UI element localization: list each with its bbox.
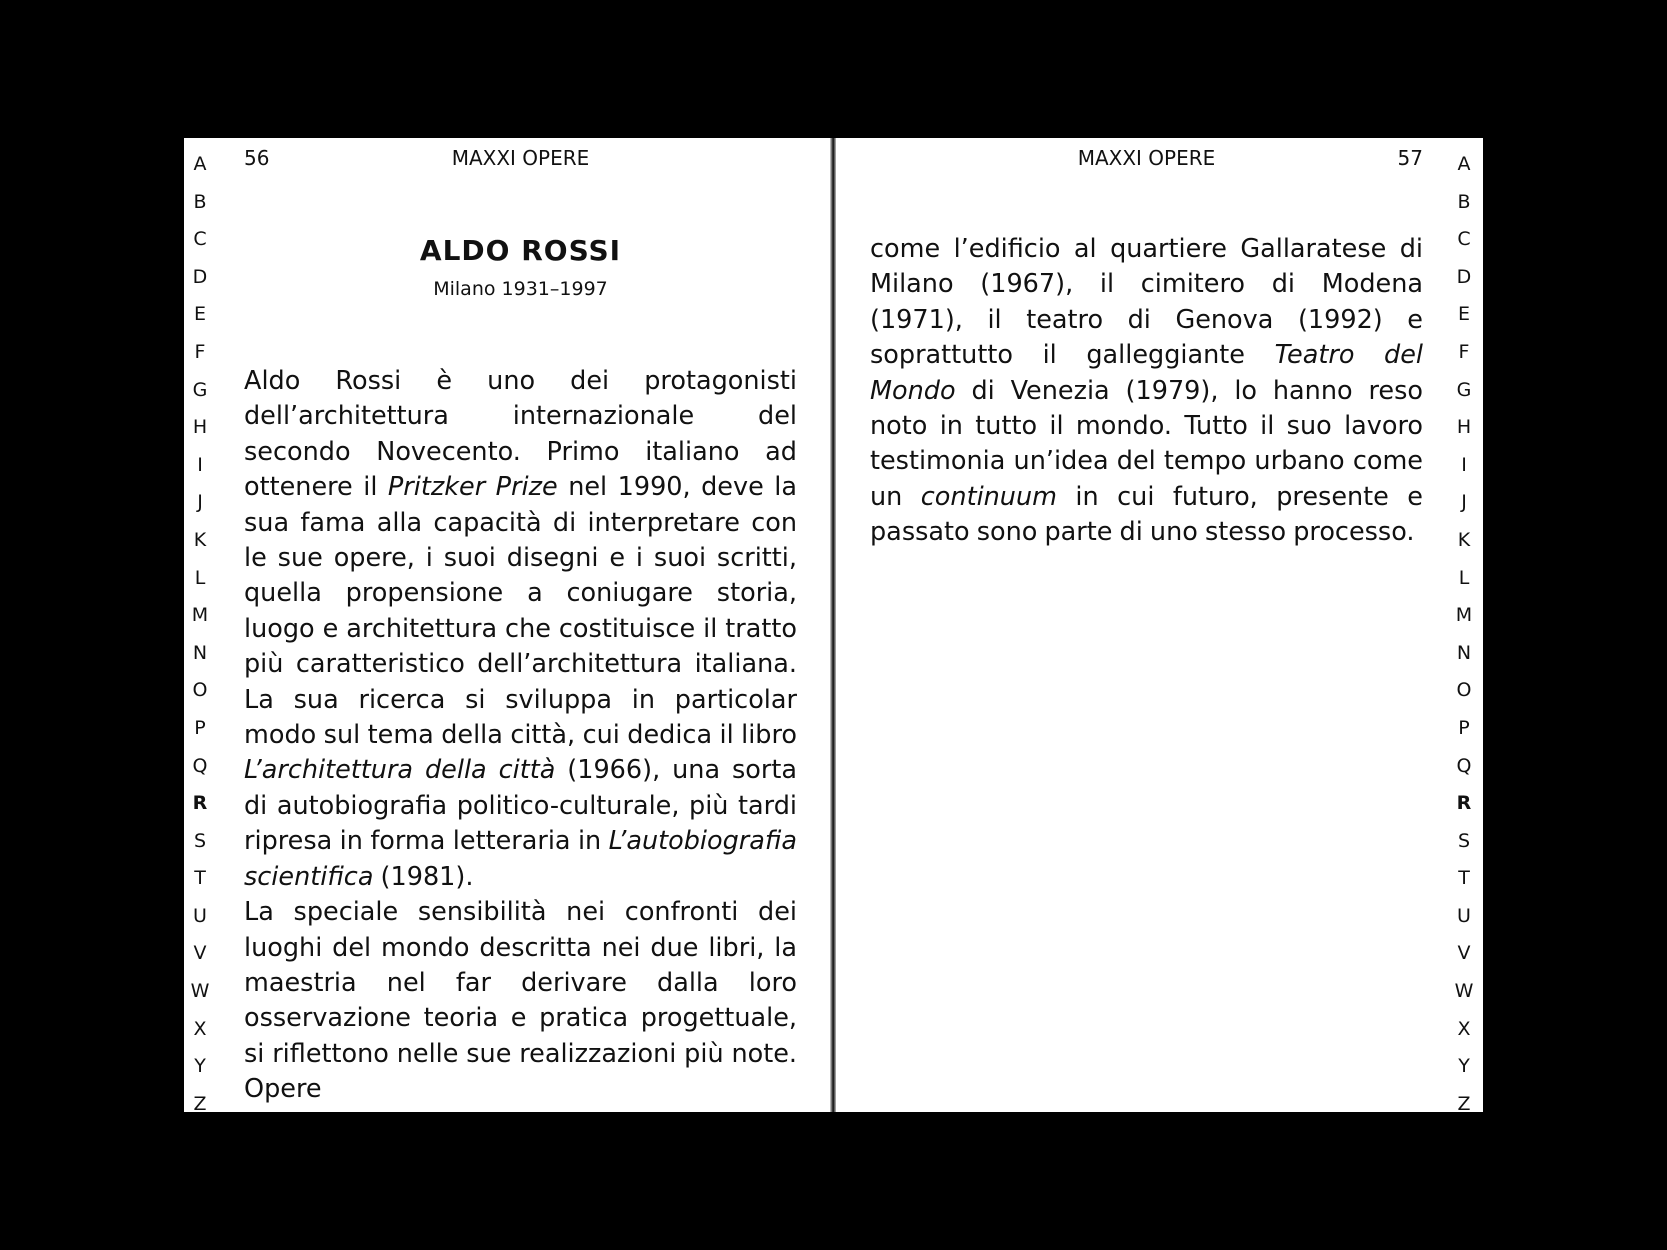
body-paragraph (244, 364, 797, 895)
alphabet-letter-m: M (191, 604, 209, 627)
alphabet-index (1449, 146, 1479, 1112)
alphabet-letter-z: Z (1457, 1092, 1471, 1112)
right-page (836, 138, 1483, 1112)
alphabet-letter-b: B (193, 190, 207, 213)
alphabet-letter-r: R (1456, 792, 1472, 815)
alphabet-letter-d: D (1456, 265, 1472, 288)
alphabet-letter-y: Y (194, 1055, 206, 1078)
alphabet-letter-u: U (1457, 904, 1471, 927)
italic-title: Pritzker Prize (387, 472, 558, 503)
alphabet-letter-p: P (194, 716, 206, 739)
alphabet-letter-h: H (1456, 416, 1472, 439)
alphabet-letter-n: N (192, 641, 208, 664)
page-number: 57 (1397, 146, 1423, 170)
body-text (870, 232, 1423, 551)
alphabet-letter-t: T (194, 867, 206, 890)
alphabet-letter-l: L (1458, 566, 1470, 589)
body-paragraph (870, 232, 1423, 551)
running-head: MAXXI OPERE (1077, 146, 1216, 170)
body-paragraph (244, 895, 797, 1107)
page-number: 56 (244, 146, 270, 170)
alphabet-letter-b: B (1457, 190, 1471, 213)
alphabet-letter-j: J (197, 491, 203, 514)
alphabet-letter-y: Y (1458, 1055, 1470, 1078)
alphabet-letter-f: F (194, 340, 206, 363)
alphabet-letter-d: D (192, 265, 208, 288)
italic-title: L’architettura della città (244, 755, 556, 786)
alphabet-letter-s: S (193, 829, 207, 852)
italic-title: continuum (920, 481, 1057, 512)
text-run: (1966), una sorta di autobiografia politico-culturale, più tardi ripresa in forma letteraria in (244, 755, 797, 857)
alphabet-letter-w: W (1454, 980, 1474, 1003)
alphabet-letter-g: G (192, 378, 208, 401)
text-run: Aldo Rossi è uno dei protagonisti dell’architettura internazionale del secondo Novecento. Primo italiano ad ottenere il (244, 366, 797, 503)
alphabet-letter-n: N (1456, 641, 1472, 664)
text-run: nel 1990, deve la sua fama alla capacità di interpretare con le sue opere, i suoi disegni e i suoi scritti, quella propensione a coniugare storia, luogo e architettura che costituisce il tratto più caratteristico dell’architettura italiana. La sua ricerca si sviluppa in particolar modo sul tema della città, cui dedica il libro (244, 472, 797, 751)
alphabet-letter-e: E (193, 303, 206, 326)
alphabet-letter-i: I (197, 453, 203, 476)
alphabet-letter-r: R (192, 792, 208, 815)
alphabet-letter-o: O (192, 679, 208, 702)
alphabet-letter-k: K (193, 528, 207, 551)
alphabet-letter-x: X (1457, 1017, 1471, 1040)
running-head: MAXXI OPERE (451, 146, 590, 170)
alphabet-letter-z: Z (193, 1092, 207, 1112)
entry-title: ALDO ROSSI (419, 234, 622, 267)
alphabet-letter-u: U (193, 904, 207, 927)
text-run: di Venezia (1979), lo hanno reso noto in tutto il mondo. Tutto il suo lavoro testimonia un’idea del tempo urbano come un (870, 375, 1423, 512)
alphabet-index (185, 146, 215, 1112)
alphabet-letter-g: G (1456, 378, 1472, 401)
italic-title: L’autobiografia scientifica (244, 826, 797, 892)
alphabet-letter-q: Q (192, 754, 208, 777)
alphabet-letter-s: S (1457, 829, 1471, 852)
alphabet-letter-e: E (1457, 303, 1470, 326)
left-page (184, 138, 830, 1112)
alphabet-letter-j: J (1461, 491, 1467, 514)
alphabet-letter-a: A (193, 153, 207, 175)
alphabet-letter-c: C (193, 228, 207, 251)
alphabet-letter-h: H (192, 416, 208, 439)
text-run: La speciale sensibilità nei confronti dei luoghi del mondo descritta nei due libri, la maestria nel far derivare dalla loro osservazione teoria e pratica progettuale, si riflettono nelle sue realizzazioni più note. Opere (244, 897, 797, 1105)
alphabet-letter-q: Q (1456, 754, 1472, 777)
alphabet-letter-x: X (193, 1017, 207, 1040)
alphabet-letter-k: K (1457, 528, 1471, 551)
text-run: in cui futuro, presente e passato sono parte di uno stesso processo. (870, 481, 1423, 548)
alphabet-letter-p: P (1458, 716, 1470, 739)
alphabet-letter-m: M (1455, 604, 1473, 627)
alphabet-letter-t: T (1458, 867, 1470, 890)
alphabet-letter-o: O (1456, 679, 1472, 702)
alphabet-letter-f: F (1458, 340, 1470, 363)
alphabet-letter-w: W (190, 980, 210, 1003)
alphabet-letter-l: L (194, 566, 206, 589)
entry-subtitle: Milano 1931–1997 (433, 278, 608, 300)
alphabet-letter-v: V (1457, 942, 1471, 965)
alphabet-letter-c: C (1457, 228, 1471, 251)
text-run: come l’edificio al quartiere Gallaratese di Milano (1967), il cimitero di Modena (1971), il teatro di Genova (1992) e soprattutto il galleggiante (870, 234, 1423, 371)
body-text (244, 364, 797, 1108)
alphabet-letter-a: A (1457, 153, 1471, 175)
alphabet-letter-i: I (1461, 453, 1467, 476)
alphabet-letter-v: V (193, 942, 207, 965)
text-run: (1981). (373, 861, 474, 892)
italic-title: Teatro del Mondo (870, 340, 1424, 406)
